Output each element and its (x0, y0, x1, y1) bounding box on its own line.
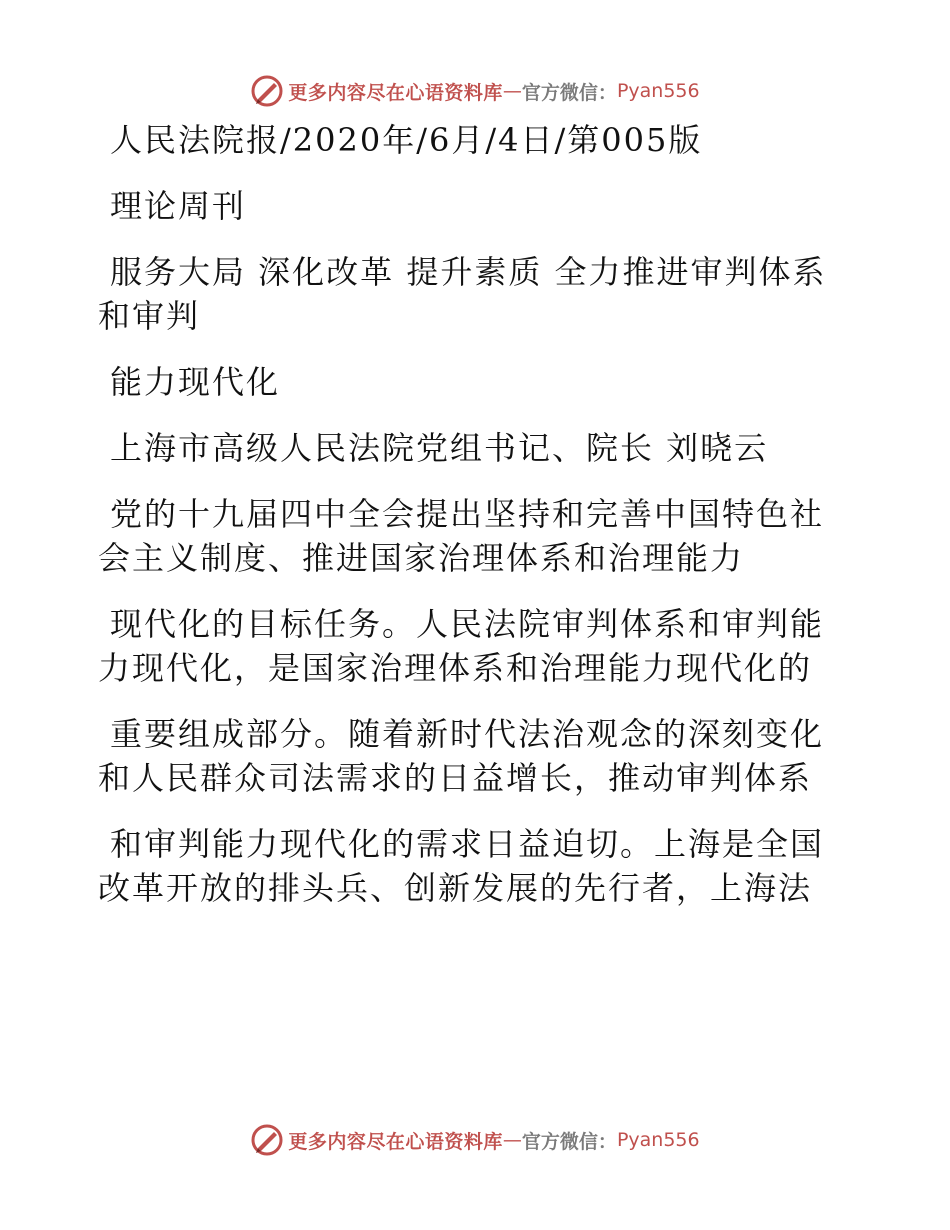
banner-dash: — (502, 1129, 522, 1151)
banner-dash: — (502, 80, 522, 102)
paragraph-line: 和审判能力现代化的需求日益迫切。上海是全国 (110, 825, 825, 863)
paragraph-line: 党的十九届四中全会提出坚持和完善中国特色社 (110, 495, 825, 533)
source-line: 人民法院报/2020年/6月/4日/第005版 (110, 121, 703, 159)
paragraph-line: 现代化的目标任务。人民法院审判体系和审判能 (110, 605, 825, 643)
banner-official-label: 官方微信： (521, 1130, 617, 1153)
banner-official-label: 官方微信： (521, 81, 617, 104)
banner-wechat-id: Pyan556 (616, 1129, 700, 1151)
banner-text: 更多内容尽在心语资料库 (288, 1130, 503, 1153)
author-line: 上海市高级人民法院党组书记、院长 刘晓云 (110, 429, 769, 467)
paragraph-line: 重要组成部分。随着新时代法治观念的深刻变化 (110, 715, 825, 753)
header-watermark-banner (0, 71, 950, 111)
document-body (98, 118, 858, 910)
paragraph-line: 力现代化，是国家治理体系和治理能力现代化的 (98, 649, 813, 687)
pen-logo-icon (250, 74, 284, 108)
paragraph-line: 和人民群众司法需求的日益增长，推动审判体系 (98, 759, 813, 797)
title-line-3: 能力现代化 (110, 363, 281, 401)
footer-watermark-banner (0, 1120, 950, 1160)
section-name: 理论周刊 (110, 187, 247, 225)
title-line-2: 和审判 (98, 297, 201, 335)
paragraph-line: 会主义制度、推进国家治理体系和治理能力 (98, 539, 745, 577)
pen-logo-icon (250, 1123, 284, 1157)
paragraph-line: 改革开放的排头兵、创新发展的先行者，上海法 (98, 869, 813, 907)
title-line-1: 服务大局 深化改革 提升素质 全力推进审判体系 (110, 253, 827, 291)
banner-wechat-id: Pyan556 (616, 80, 700, 102)
banner-text: 更多内容尽在心语资料库 (288, 81, 503, 104)
